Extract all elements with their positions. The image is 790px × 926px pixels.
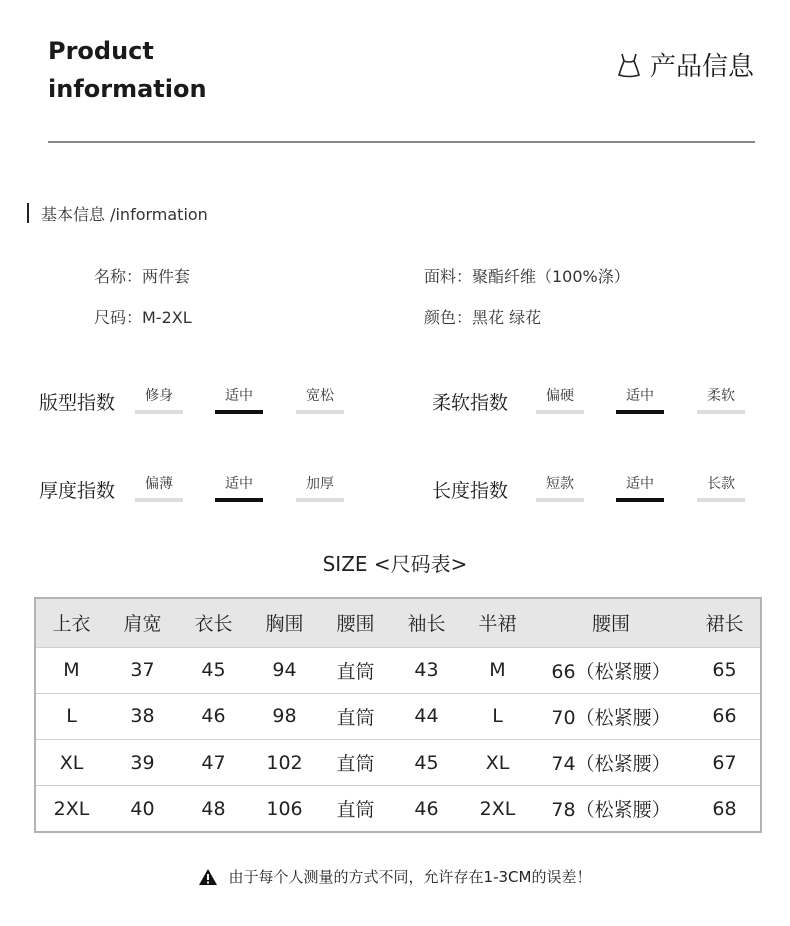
table-cell: 48 xyxy=(201,797,226,820)
header-divider xyxy=(48,141,755,143)
table-cell: 106 xyxy=(266,797,303,820)
table-cell: 78（松紧腰） xyxy=(551,799,671,822)
thickness-option-2 xyxy=(215,473,263,502)
thickness-option-2-underline xyxy=(215,498,263,502)
col-header-skirt: 半裙 xyxy=(478,613,517,636)
softness-option-2 xyxy=(616,385,664,414)
thickness-option-1-label: 偏薄 xyxy=(145,476,173,492)
thickness-option-3-label: 加厚 xyxy=(306,476,334,492)
info-size: 尺码：M-2XL xyxy=(94,308,192,327)
dress-outline-icon xyxy=(616,52,642,78)
table-cell: 直筒 xyxy=(336,660,375,683)
table-cell: 2XL xyxy=(479,797,516,820)
softness-option-2-underline xyxy=(616,410,664,414)
table-cell: 65 xyxy=(712,659,737,682)
col-header-top-length: 衣长 xyxy=(194,613,233,636)
softness-option-3-underline xyxy=(697,410,745,414)
table-cell: 47 xyxy=(201,751,226,774)
thickness-option-3-underline xyxy=(296,498,344,502)
table-cell: 45 xyxy=(414,751,439,774)
thickness-option-1 xyxy=(135,473,183,502)
col-header-bust: 胸围 xyxy=(265,613,304,636)
table-cell: 38 xyxy=(130,705,155,728)
section-bar xyxy=(27,203,29,223)
col-header-sleeve: 袖长 xyxy=(407,613,446,636)
length-option-2-underline xyxy=(616,498,664,502)
thickness-option-1-underline xyxy=(135,498,183,502)
info-fabric: 面料：聚酯纤维（100%涤） xyxy=(424,267,630,286)
header-title-en-line1: Product xyxy=(48,37,154,65)
table-row xyxy=(35,647,761,693)
table-cell: 39 xyxy=(130,751,155,774)
thickness-option-2-label: 适中 xyxy=(225,476,253,492)
softness-option-1-label: 偏硬 xyxy=(546,388,574,404)
fit-option-3 xyxy=(296,385,344,414)
softness-option-2-label: 适中 xyxy=(626,388,654,404)
table-cell: 102 xyxy=(266,751,303,774)
size-table xyxy=(34,597,762,833)
length-index-label: 长度指数 xyxy=(432,480,509,502)
measurement-note xyxy=(0,866,790,887)
table-cell: 43 xyxy=(414,659,439,682)
thickness-option-3 xyxy=(296,473,344,502)
length-option-1 xyxy=(536,473,584,502)
table-cell: 直筒 xyxy=(336,753,375,776)
size-table-header-row xyxy=(35,598,761,647)
length-option-2 xyxy=(616,473,664,502)
length-option-3-label: 长款 xyxy=(707,476,735,492)
length-option-3 xyxy=(697,473,745,502)
table-cell: 37 xyxy=(130,659,155,682)
table-cell: 44 xyxy=(414,705,439,728)
header-title-en-line2: information xyxy=(48,75,207,103)
table-cell: 98 xyxy=(272,705,297,728)
table-cell: 直筒 xyxy=(336,706,375,729)
section-label xyxy=(27,203,208,223)
header-title-cn xyxy=(616,46,754,83)
length-option-1-label: 短款 xyxy=(546,476,574,492)
table-cell: L xyxy=(66,705,77,728)
fit-option-2-label: 适中 xyxy=(225,388,253,404)
measurement-note-text: 由于每个人测量的方式不同，允许存在1-3CM的误差！ xyxy=(228,868,592,886)
table-cell: 66（松紧腰） xyxy=(551,660,671,683)
length-option-2-label: 适中 xyxy=(626,476,654,492)
fit-option-2-underline xyxy=(215,410,263,414)
table-cell: 45 xyxy=(201,659,226,682)
info-name: 名称：两件套 xyxy=(94,267,191,286)
table-cell: 40 xyxy=(130,797,155,820)
table-cell: 74（松紧腰） xyxy=(551,753,671,776)
section-label-text: 基本信息 /information xyxy=(41,204,208,224)
table-cell: M xyxy=(489,659,506,682)
length-option-1-underline xyxy=(536,498,584,502)
col-header-skirt-length: 裙长 xyxy=(705,613,744,636)
table-cell: 70（松紧腰） xyxy=(551,706,671,729)
header-title-en xyxy=(48,32,207,108)
length-option-3-underline xyxy=(697,498,745,502)
table-cell: XL xyxy=(485,751,510,774)
softness-option-3-label: 柔软 xyxy=(707,388,735,404)
col-header-top-waist: 腰围 xyxy=(336,613,375,636)
table-cell: 2XL xyxy=(53,797,90,820)
table-cell: M xyxy=(63,659,80,682)
table-cell: XL xyxy=(59,751,84,774)
fit-option-1-underline xyxy=(135,410,183,414)
table-cell: 66 xyxy=(712,705,737,728)
table-cell: 67 xyxy=(712,751,737,774)
fit-option-1 xyxy=(135,385,183,414)
softness-option-1 xyxy=(536,385,584,414)
table-row xyxy=(35,693,761,739)
table-cell: 直筒 xyxy=(336,799,375,822)
table-cell: 94 xyxy=(272,659,297,682)
size-table-title: SIZE <尺码表> xyxy=(322,552,468,576)
fit-option-1-label: 修身 xyxy=(145,388,173,404)
table-cell: 46 xyxy=(414,797,439,820)
fit-index-label: 版型指数 xyxy=(39,392,116,414)
col-header-shoulder: 肩宽 xyxy=(123,613,162,636)
table-cell: 68 xyxy=(712,797,737,820)
info-color: 颜色：黑花 绿花 xyxy=(424,308,542,327)
table-cell: 46 xyxy=(201,705,226,728)
softness-option-1-underline xyxy=(536,410,584,414)
header-title-cn-text: 产品信息 xyxy=(649,52,754,82)
softness-index-label: 柔软指数 xyxy=(432,392,509,414)
warning-triangle-icon xyxy=(199,869,217,885)
softness-option-3 xyxy=(697,385,745,414)
fit-option-2 xyxy=(215,385,263,414)
col-header-top: 上衣 xyxy=(52,613,91,636)
table-row xyxy=(35,740,761,786)
fit-option-3-label: 宽松 xyxy=(306,388,334,404)
thickness-index-label: 厚度指数 xyxy=(39,480,116,502)
table-row xyxy=(35,786,761,832)
col-header-skirt-waist: 腰围 xyxy=(591,613,630,636)
fit-option-3-underline xyxy=(296,410,344,414)
table-cell: L xyxy=(492,705,503,728)
